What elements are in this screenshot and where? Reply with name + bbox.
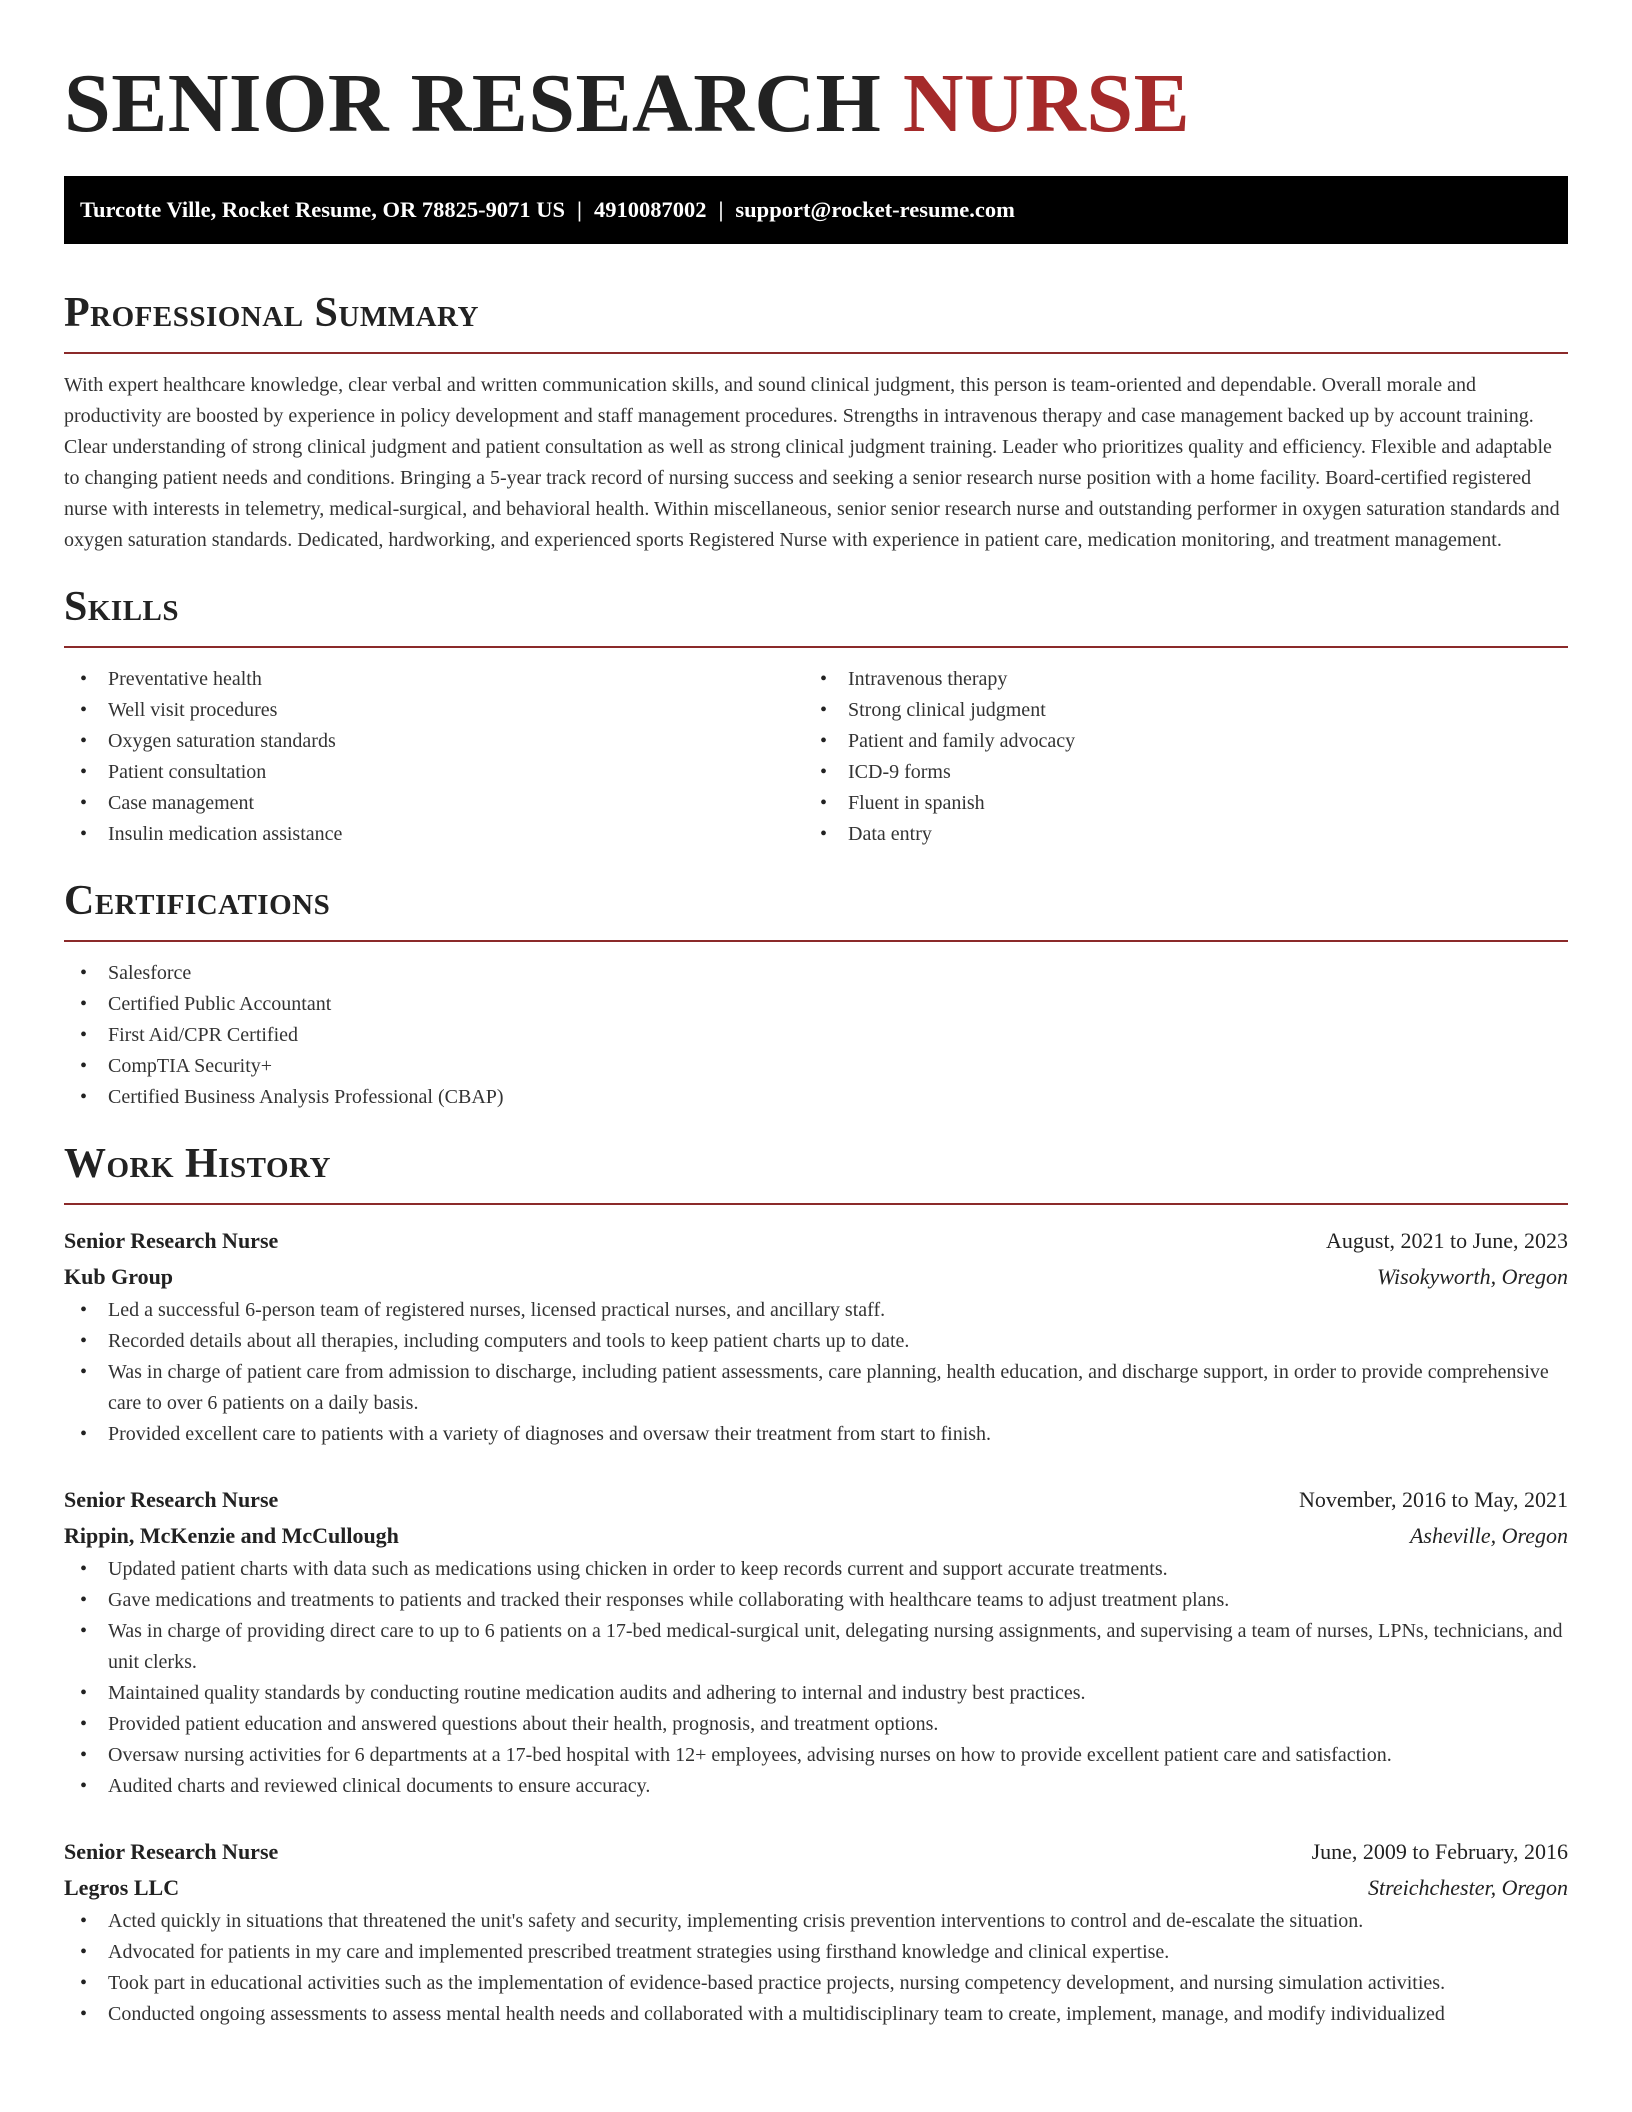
skill-item: • Strong clinical judgment <box>804 695 1544 726</box>
job-duties <box>64 1554 1568 1802</box>
contact-separator: | <box>576 197 582 222</box>
job-duty: • Conducted ongoing assessments to assess mental health needs and collaborated with a multidisciplinary team to create, implement, manage, and modify individualized <box>64 1999 1568 2030</box>
job-title: Senior Research Nurse <box>64 1228 279 1253</box>
title-accent: NURSE <box>902 57 1191 150</box>
job-duty: • Recorded details about all therapies, including computers and tools to keep patient charts up to date. <box>64 1326 1568 1357</box>
skill-item: • Well visit procedures <box>64 695 804 726</box>
section-divider <box>64 646 1568 648</box>
summary-text: With expert healthcare knowledge, clear verbal and written communication skills, and sound clinical judgment, this person is team-oriented and dependable. Overall morale and productivity are boosted by experience in policy development and staff management procedures. Strengths in intravenous therapy and case management backed up by account training. Clear understanding of strong clinical judgment and patient consultation as well as strong clinical judgment training. Leader who prioritizes quality and efficiency. Flexible and adaptable to changing patient needs and conditions. Bringing a 5-year track record of nursing success and seeking a senior research nurse position with a home facility. Board-certified registered nurse with interests in telemetry, medical-surgical, and behavioral health. Within miscellaneous, senior senior research nurse and outstanding performer in oxygen saturation standards and oxygen saturation standards. Dedicated, hardworking, and experienced sports Registered Nurse with experience in patient care, medication monitoring, and treatment management. <box>64 374 1560 551</box>
job-dates: November, 2016 to May, 2021 <box>1299 1487 1568 1512</box>
skill-item: • Oxygen saturation standards <box>64 726 804 757</box>
summary-section <box>64 288 1568 556</box>
skills-heading: Skills <box>64 584 180 630</box>
section-divider <box>64 352 1568 354</box>
skill-item: • Insulin medication assistance <box>64 819 804 850</box>
job-duty: • Audited charts and reviewed clinical documents to ensure accuracy. <box>64 1771 1568 1802</box>
contact-bar <box>64 176 1568 244</box>
skill-item: • Patient and family advocacy <box>804 726 1544 757</box>
section-divider <box>64 940 1568 942</box>
skill-item: • Patient consultation <box>64 757 804 788</box>
job-location: Streichchester, Oregon <box>1368 1875 1568 1900</box>
certification-item: • Salesforce <box>64 958 1568 989</box>
contact-separator: | <box>718 197 724 222</box>
summary-heading: Professional Summary <box>64 290 479 336</box>
work-history-heading: Work History <box>64 1141 331 1187</box>
resume-title <box>64 0 1568 150</box>
contact-phone[interactable]: 4910087002 <box>593 197 707 222</box>
job-dates: June, 2009 to February, 2016 <box>1311 1839 1568 1864</box>
job-duty: • Updated patient charts with data such as medications using chicken in order to keep records current and support accurate treatments. <box>64 1554 1568 1585</box>
job-title: Senior Research Nurse <box>64 1839 279 1864</box>
job-duty: • Provided patient education and answered questions about their health, prognosis, and treatment options. <box>64 1709 1568 1740</box>
job-company-row <box>64 1518 1568 1554</box>
certification-item: • First Aid/CPR Certified <box>64 1020 1568 1051</box>
contact-address: Turcotte Ville, Rocket Resume, OR 78825-9071 US <box>80 197 565 222</box>
section-divider <box>64 1203 1568 1205</box>
skills-list-right <box>804 664 1544 850</box>
job-dates: August, 2021 to June, 2023 <box>1326 1228 1568 1253</box>
job-company: Rippin, McKenzie and McCullough <box>64 1523 399 1548</box>
job-header-row <box>64 1834 1568 1870</box>
job-entry <box>64 1834 1568 2030</box>
job-entry <box>64 1223 1568 1450</box>
job-company-row <box>64 1870 1568 1906</box>
job-duty: • Maintained quality standards by conducting routine medication audits and adhering to internal and industry best practices. <box>64 1678 1568 1709</box>
contact-email[interactable]: support@rocket-resume.com <box>735 197 1015 222</box>
job-location: Wisokyworth, Oregon <box>1376 1264 1568 1289</box>
certifications-heading: Certifications <box>64 878 331 924</box>
job-duty: • Acted quickly in situations that threatened the unit's safety and security, implementing crisis prevention interventions to control and de-escalate the situation. <box>64 1906 1568 1937</box>
certification-item: • Certified Business Analysis Professional (CBAP) <box>64 1082 1568 1113</box>
certifications-list <box>64 958 1568 1113</box>
skill-item: • Fluent in spanish <box>804 788 1544 819</box>
certification-item: • CompTIA Security+ <box>64 1051 1568 1082</box>
skills-list-left <box>64 664 804 850</box>
job-location: Asheville, Oregon <box>1409 1523 1568 1548</box>
job-company-row <box>64 1259 1568 1295</box>
job-title: Senior Research Nurse <box>64 1487 279 1512</box>
job-duties <box>64 1906 1568 2030</box>
resume-page <box>64 0 1568 2030</box>
skills-columns <box>64 664 1568 850</box>
job-duty: • Gave medications and treatments to patients and tracked their responses while collaborating with healthcare teams to adjust treatment plans. <box>64 1585 1568 1616</box>
skill-item: • ICD-9 forms <box>804 757 1544 788</box>
skill-item: • Preventative health <box>64 664 804 695</box>
certifications-section <box>64 876 1568 1113</box>
skills-section <box>64 582 1568 850</box>
job-duty: • Advocated for patients in my care and implemented prescribed treatment strategies using firsthand knowledge and clinical expertise. <box>64 1937 1568 1968</box>
skill-item: • Data entry <box>804 819 1544 850</box>
job-duty: • Provided excellent care to patients with a variety of diagnoses and oversaw their treatment from start to finish. <box>64 1419 1568 1450</box>
title-main: SENIOR RESEARCH <box>64 57 882 150</box>
job-duty: • Was in charge of patient care from admission to discharge, including patient assessments, care planning, health education, and discharge support, in order to provide comprehensive care to over 6 patients on a daily basis. <box>64 1357 1568 1419</box>
job-entry <box>64 1482 1568 1802</box>
skill-item: • Case management <box>64 788 804 819</box>
work-history-section <box>64 1139 1568 2030</box>
certification-item: • Certified Public Accountant <box>64 989 1568 1020</box>
skill-item: • Intravenous therapy <box>804 664 1544 695</box>
job-duties <box>64 1295 1568 1450</box>
job-header-row <box>64 1223 1568 1259</box>
job-header-row <box>64 1482 1568 1518</box>
job-duty: • Led a successful 6-person team of registered nurses, licensed practical nurses, and ancillary staff. <box>64 1295 1568 1326</box>
job-company: Legros LLC <box>64 1875 180 1900</box>
job-duty: • Was in charge of providing direct care to up to 6 patients on a 17-bed medical-surgical unit, delegating nursing assignments, and supervising a team of nurses, LPNs, technicians, and unit clerks. <box>64 1616 1568 1678</box>
job-company: Kub Group <box>64 1264 174 1289</box>
job-duty: • Oversaw nursing activities for 6 departments at a 17-bed hospital with 12+ employees, advising nurses on how to provide excellent patient care and satisfaction. <box>64 1740 1568 1771</box>
job-duty: • Took part in educational activities such as the implementation of evidence-based practice projects, nursing competency development, and nursing simulation activities. <box>64 1968 1568 1999</box>
